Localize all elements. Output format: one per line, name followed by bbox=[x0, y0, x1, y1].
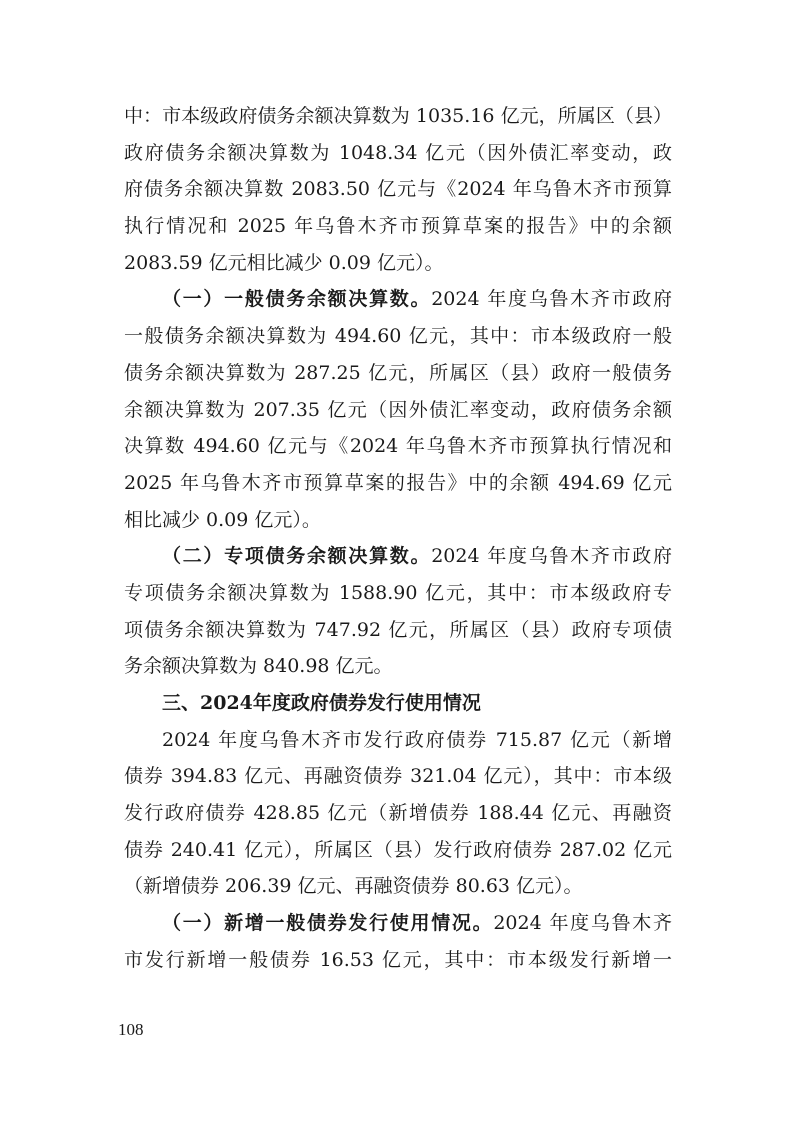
text-line-20: 发行政府债券 428.85 亿元（新增债券 188.44 亿元、再融资 bbox=[124, 802, 672, 825]
body-text bbox=[124, 98, 672, 979]
text-line-3: 府债务余额决算数 2083.50 亿元与《2024 年乌鲁木齐市预算 bbox=[124, 178, 672, 201]
text-line-10: 决算数 494.60 亿元与《2024 年乌鲁木齐市预算执行情况和 bbox=[124, 435, 672, 458]
text-line-21: 债券 240.41 亿元），所属区（县）发行政府债券 287.02 亿元 bbox=[124, 838, 672, 861]
subsection-title: （一）一般债务余额决算数。 bbox=[162, 288, 432, 311]
text-line-9: 余额决算数为 207.35 亿元（因外债汇率变动，政府债务余额 bbox=[124, 398, 672, 421]
text-line-4: 执行情况和 2025 年乌鲁木齐市预算草案的报告》中的余额 bbox=[124, 215, 672, 238]
text-line-1: 中：市本级政府债务余额决算数为 1035.16 亿元，所属区（县） bbox=[124, 105, 672, 127]
section-heading: 三、2024年度政府债券发行使用情况 bbox=[162, 692, 481, 714]
subsection-general-debt: （一）一般债务余额决算数。2024 年度乌鲁木齐市政府 bbox=[162, 288, 672, 311]
subsection-new-general-bonds: （一）新增一般债券发行使用情况。2024 年度乌鲁木齐 bbox=[162, 912, 672, 935]
text-line-15: 项债务余额决算数为 747.92 亿元，所属区（县）政府专项债 bbox=[124, 618, 672, 641]
text-line-7: 一般债务余额决算数为 494.60 亿元，其中：市本级政府一般 bbox=[124, 325, 672, 348]
text-line-18: 2024 年度乌鲁木齐市发行政府债券 715.87 亿元（新增 bbox=[162, 728, 672, 751]
subsection-title: （二）专项债务余额决算数。 bbox=[162, 545, 432, 568]
subsection-special-debt: （二）专项债务余额决算数。2024 年度乌鲁木齐市政府 bbox=[162, 545, 672, 568]
text-line-12: 相比减少 0.09 亿元）。 bbox=[124, 508, 321, 531]
text-line-14: 专项债务余额决算数为 1588.90 亿元，其中：市本级政府专 bbox=[124, 581, 672, 604]
text-line-22: （新增债券 206.39 亿元、再融资债券 80.63 亿元）。 bbox=[124, 875, 583, 898]
subsection-title: （一）新增一般债券发行使用情况。 bbox=[162, 912, 494, 935]
text-line-24: 市发行新增一般债券 16.53 亿元，其中：市本级发行新增一 bbox=[124, 948, 672, 971]
text-line-16: 务余额决算数为 840.98 亿元。 bbox=[124, 655, 393, 678]
text-line-8: 债务余额决算数为 287.25 亿元，所属区（县）政府一般债务 bbox=[124, 361, 672, 384]
text-line-2: 政府债务余额决算数为 1048.34 亿元（因外债汇率变动，政 bbox=[124, 141, 672, 164]
text-line-19: 债券 394.83 亿元、再融资债券 321.04 亿元），其中：市本级 bbox=[124, 765, 672, 788]
text-line-5: 2083.59 亿元相比减少 0.09 亿元）。 bbox=[124, 251, 444, 274]
page-number: 108 bbox=[118, 1020, 144, 1039]
text-line-11: 2025 年乌鲁木齐市预算草案的报告》中的余额 494.69 亿元 bbox=[124, 471, 672, 494]
